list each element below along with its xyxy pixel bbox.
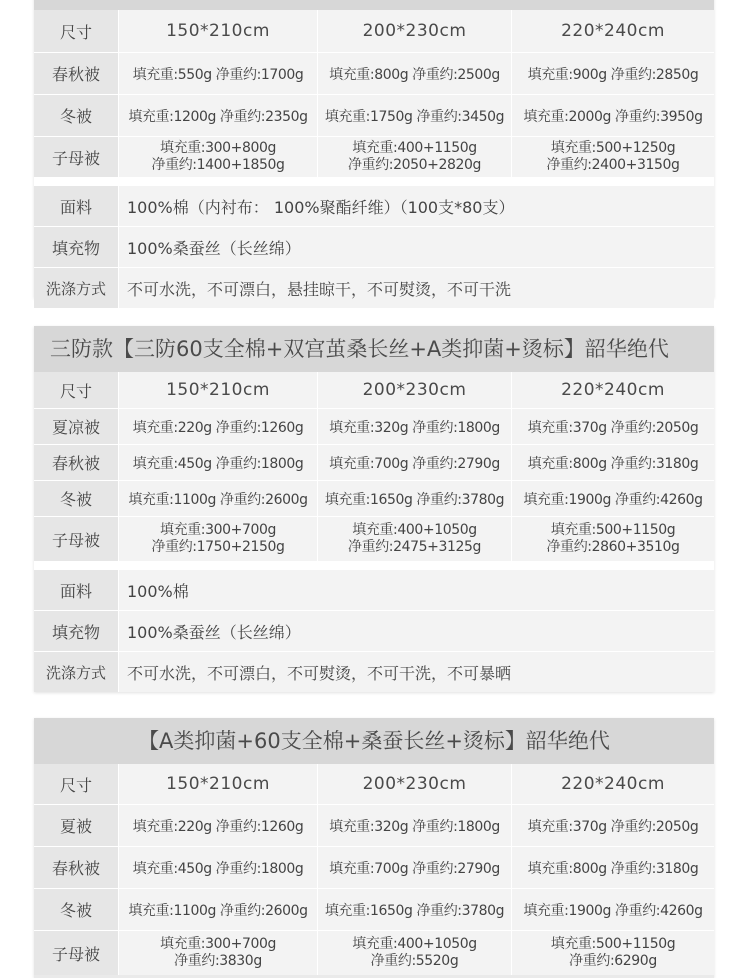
weight-cell: 填充重:1650g 净重约:3780g <box>318 481 512 516</box>
net-weight: 净重约:1400+1850g <box>151 157 285 173</box>
weight-cell: 填充重:550g 净重约:1700g <box>119 53 318 94</box>
fill-weight: 填充重:500+1250g <box>550 140 676 156</box>
spec-table-1 <box>34 0 714 298</box>
info-label: 填充物 <box>34 611 119 651</box>
info-label: 洗涤方式 <box>34 652 119 692</box>
size-cell: 200*230cm <box>318 372 512 408</box>
fill-weight: 填充重:500+1150g <box>550 936 676 952</box>
info-label: 面料 <box>34 570 119 610</box>
size-cell: 220*240cm <box>512 372 714 408</box>
table-row <box>34 889 714 931</box>
info-label: 洗涤方式 <box>34 268 119 308</box>
row-label: 子母被 <box>34 931 119 975</box>
weight-cell: 填充重:1900g 净重约:4260g <box>512 889 714 930</box>
spec-table-3 <box>34 718 714 978</box>
info-value: 100%棉（内衬布： 100%聚酯纤维）（100支*80支） <box>119 186 714 226</box>
divider <box>34 178 714 186</box>
row-label: 春秋被 <box>34 53 119 94</box>
weight-cell: 填充重:800g 净重约:2500g <box>318 53 512 94</box>
divider <box>34 562 714 570</box>
table-row <box>34 95 714 137</box>
weight-cell <box>119 137 318 177</box>
net-weight: 净重约:1750+2150g <box>151 539 285 555</box>
table-row <box>34 137 714 178</box>
row-label: 尺寸 <box>34 764 119 804</box>
size-cell: 150*210cm <box>119 764 318 804</box>
table-row <box>34 481 714 517</box>
weight-cell: 填充重:1750g 净重约:3450g <box>318 95 512 136</box>
weight-cell: 填充重:1100g 净重约:2600g <box>119 481 318 516</box>
weight-cell: 填充重:220g 净重约:1260g <box>119 409 318 444</box>
info-value: 不可水洗，不可漂白，不可熨烫，不可干洗，不可暴晒 <box>119 652 714 692</box>
net-weight: 净重约:2475+3125g <box>348 539 481 555</box>
weight-cell <box>119 517 318 561</box>
row-label: 子母被 <box>34 517 119 561</box>
weight-cell: 填充重:1900g 净重约:4260g <box>512 481 714 516</box>
table-row <box>34 847 714 889</box>
fill-weight: 填充重:300+800g <box>160 140 276 156</box>
row-label: 冬被 <box>34 481 119 516</box>
weight-cell: 填充重:220g 净重约:1260g <box>119 805 318 846</box>
table-row <box>34 445 714 481</box>
info-row <box>34 652 714 692</box>
weight-cell: 填充重:320g 净重约:1800g <box>318 409 512 444</box>
weight-cell: 填充重:900g 净重约:2850g <box>512 53 714 94</box>
fill-weight: 填充重:300+700g <box>160 936 276 952</box>
row-label: 冬被 <box>34 95 119 136</box>
weight-cell: 填充重:370g 净重约:2050g <box>512 805 714 846</box>
weight-cell <box>119 931 318 975</box>
row-label: 春秋被 <box>34 847 119 888</box>
weight-cell: 填充重:800g 净重约:3180g <box>512 445 714 480</box>
row-label: 尺寸 <box>34 372 119 408</box>
net-weight: 净重约:2400+3150g <box>546 157 680 173</box>
net-weight: 净重约:3830g <box>174 953 262 969</box>
table-row <box>34 409 714 445</box>
info-label: 面料 <box>34 186 119 226</box>
weight-cell: 填充重:1200g 净重约:2350g <box>119 95 318 136</box>
fill-weight: 填充重:400+1050g <box>352 522 477 538</box>
weight-cell <box>318 137 512 177</box>
info-row <box>34 611 714 652</box>
info-value: 100%桑蚕丝（长丝绵） <box>119 611 714 651</box>
table-row <box>34 931 714 975</box>
size-row <box>34 764 714 805</box>
info-row <box>34 186 714 227</box>
net-weight: 净重约:2860+3510g <box>546 539 680 555</box>
size-cell: 200*230cm <box>318 10 512 52</box>
weight-cell: 填充重:450g 净重约:1800g <box>119 847 318 888</box>
net-weight: 净重约:6290g <box>569 953 657 969</box>
size-row <box>34 10 714 53</box>
weight-cell: 填充重:320g 净重约:1800g <box>318 805 512 846</box>
weight-cell: 填充重:700g 净重约:2790g <box>318 847 512 888</box>
weight-cell: 填充重:450g 净重约:1800g <box>119 445 318 480</box>
info-value: 100%棉 <box>119 570 714 610</box>
net-weight: 净重约:2050+2820g <box>348 157 481 173</box>
info-value: 100%桑蚕丝（长丝绵） <box>119 227 714 267</box>
row-label: 春秋被 <box>34 445 119 480</box>
size-cell: 150*210cm <box>119 372 318 408</box>
weight-cell: 填充重:1100g 净重约:2600g <box>119 889 318 930</box>
spec-table-title: 三防款【三防60支全棉+双宫茧桑长丝+A类抑菌+烫标】韶华绝代 <box>34 326 714 372</box>
weight-cell: 填充重:800g 净重约:3180g <box>512 847 714 888</box>
spec-table-1-title-cut <box>34 0 714 10</box>
row-label: 尺寸 <box>34 10 119 52</box>
size-cell: 150*210cm <box>119 10 318 52</box>
fill-weight: 填充重:400+1150g <box>352 140 477 156</box>
row-label: 子母被 <box>34 137 119 177</box>
weight-cell: 填充重:370g 净重约:2050g <box>512 409 714 444</box>
spec-table-2 <box>34 326 714 692</box>
size-cell: 220*240cm <box>512 764 714 804</box>
weight-cell: 填充重:1650g 净重约:3780g <box>318 889 512 930</box>
net-weight: 净重约:5520g <box>370 953 459 969</box>
weight-cell <box>318 931 512 975</box>
weight-cell <box>512 517 714 561</box>
fill-weight: 填充重:500+1150g <box>550 522 676 538</box>
info-row <box>34 570 714 611</box>
fill-weight: 填充重:400+1050g <box>352 936 477 952</box>
weight-cell: 填充重:700g 净重约:2790g <box>318 445 512 480</box>
fill-weight: 填充重:300+700g <box>160 522 276 538</box>
weight-cell <box>512 931 714 975</box>
info-label: 填充物 <box>34 227 119 267</box>
table-row <box>34 517 714 562</box>
row-label: 夏凉被 <box>34 409 119 444</box>
spec-table-title: 【A类抑菌+60支全棉+桑蚕长丝+烫标】韶华绝代 <box>34 718 714 764</box>
row-label: 冬被 <box>34 889 119 930</box>
size-cell: 200*230cm <box>318 764 512 804</box>
info-row <box>34 227 714 268</box>
row-label: 夏被 <box>34 805 119 846</box>
size-row <box>34 372 714 409</box>
info-value: 不可水洗，不可漂白，悬挂晾干，不可熨烫，不可干洗 <box>119 268 714 308</box>
weight-cell <box>512 137 714 177</box>
weight-cell <box>318 517 512 561</box>
info-row <box>34 268 714 308</box>
size-cell: 220*240cm <box>512 10 714 52</box>
weight-cell: 填充重:2000g 净重约:3950g <box>512 95 714 136</box>
table-row <box>34 53 714 95</box>
table-row <box>34 805 714 847</box>
